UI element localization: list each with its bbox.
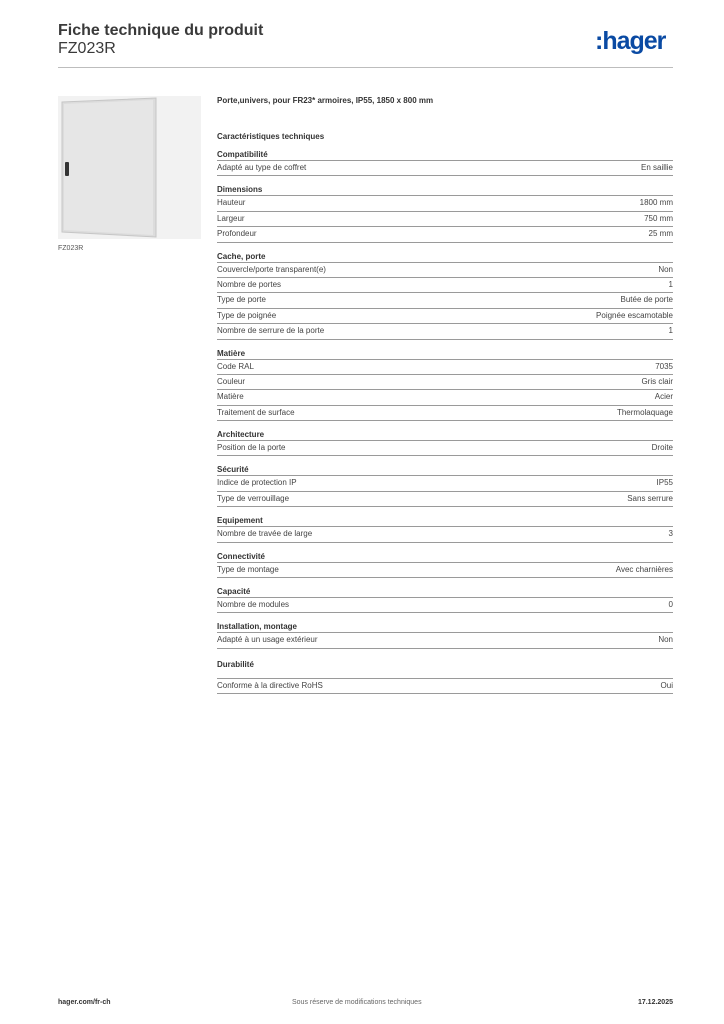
spec-label: Largeur <box>217 213 245 223</box>
spec-label: Type de verrouillage <box>217 493 290 503</box>
section-spacer <box>217 670 673 678</box>
section-title: Architecture <box>217 430 265 440</box>
spec-label: Type de poignée <box>217 310 277 320</box>
spec-value: Thermolaquage <box>616 407 673 417</box>
section-title: Compatibilité <box>217 150 268 159</box>
spec-row <box>217 277 673 292</box>
product-image <box>58 96 201 239</box>
spec-value: 25 mm <box>648 229 673 239</box>
spec-value: Gris clair <box>641 376 673 386</box>
spec-label: Traitement de surface <box>217 407 295 417</box>
spec-value: En saillie <box>640 163 673 172</box>
spec-row <box>217 359 673 374</box>
spec-row <box>217 526 673 541</box>
section-divider <box>217 542 673 543</box>
spec-label: Hauteur <box>217 198 246 208</box>
section-divider <box>217 648 673 649</box>
spec-panel <box>217 96 673 694</box>
spec-value: 1 <box>668 279 673 289</box>
spec-row <box>217 562 673 577</box>
spec-row <box>217 389 673 404</box>
spec-value: Droite <box>651 443 673 453</box>
spec-value: 1 <box>668 326 673 336</box>
spec-label: Nombre de modules <box>217 600 290 610</box>
spec-row <box>217 292 673 307</box>
section-divider <box>217 420 673 421</box>
section-divider <box>217 612 673 613</box>
image-caption: FZ023R <box>58 245 84 252</box>
section-divider <box>217 577 673 578</box>
spec-label: Adapté au type de coffret <box>217 163 307 172</box>
spec-value: 750 mm <box>644 213 673 223</box>
spec-heading: Caractéristiques techniques <box>217 132 325 141</box>
spec-label: Matière <box>217 392 244 402</box>
section-title: Cache, porte <box>217 251 266 261</box>
section-divider <box>217 339 673 340</box>
section-title: Installation, montage <box>217 622 298 632</box>
spec-label: Nombre de travée de large <box>217 529 313 539</box>
spec-label: Couvercle/porte transparent(e) <box>217 264 326 274</box>
spec-label: Nombre de serrure de la porte <box>217 326 325 336</box>
spec-value: Non <box>658 264 673 274</box>
spec-label: Type de porte <box>217 295 266 305</box>
header-divider <box>58 67 673 68</box>
spec-row <box>217 597 673 612</box>
door-handle-icon <box>65 162 69 176</box>
spec-label: Adapté à un usage extérieur <box>217 635 318 645</box>
section-divider <box>217 175 673 176</box>
spec-row <box>217 195 673 210</box>
spec-value: Acier <box>654 392 673 402</box>
hager-logo <box>595 26 675 56</box>
spec-label: Indice de protection IP <box>217 478 297 488</box>
spec-row <box>217 374 673 389</box>
spec-value: 1800 mm <box>639 198 673 208</box>
section-title: Durabilité <box>217 659 254 669</box>
spec-row <box>217 632 673 647</box>
spec-value: 0 <box>668 600 673 610</box>
spec-value: 7035 <box>655 361 673 371</box>
spec-row <box>217 226 673 241</box>
spec-value: Sans serrure <box>627 493 673 503</box>
spec-value: Oui <box>660 680 673 690</box>
svg-text::hager: :hager <box>595 27 666 55</box>
section-title: Matière <box>217 348 246 358</box>
footer-website[interactable]: hager.com/fr-ch <box>58 999 111 1006</box>
footer-date: 17.12.2025 <box>637 999 673 1006</box>
spec-value: Avec charnières <box>615 564 673 574</box>
spec-label: Position de la porte <box>217 443 286 453</box>
spec-label: Couleur <box>217 376 246 386</box>
section-title: Capacité <box>217 587 251 597</box>
spec-row <box>217 475 673 490</box>
section-divider <box>217 693 673 694</box>
spec-row <box>217 308 673 323</box>
spec-label: Type de montage <box>217 564 279 574</box>
product-code: FZ023R <box>58 40 116 57</box>
spec-row <box>217 678 673 693</box>
section-divider <box>217 242 673 243</box>
page-title: Fiche technique du produit <box>58 22 264 39</box>
spec-row <box>217 440 673 455</box>
spec-label: Conforme à la directive RoHS <box>217 680 323 690</box>
section-title: Sécurité <box>217 465 249 475</box>
section-title: Connectivité <box>217 551 266 561</box>
spec-label: Code RAL <box>217 361 254 371</box>
spec-row <box>217 323 673 338</box>
spec-value: IP55 <box>656 478 673 488</box>
spec-label: Profondeur <box>217 229 257 239</box>
section-title: Dimensions <box>217 185 263 195</box>
spec-label: Nombre de portes <box>217 279 282 289</box>
spec-value: Non <box>658 635 673 645</box>
spec-sections <box>217 150 673 694</box>
spec-value: Poignée escamotable <box>596 310 673 320</box>
spec-row <box>217 160 673 175</box>
spec-row <box>217 211 673 226</box>
spec-value: 3 <box>668 529 673 539</box>
product-description: Porte,univers, pour FR23* armoires, IP55, 1850 x 800 mm <box>217 96 434 105</box>
spec-value: Butée de porte <box>620 295 673 305</box>
spec-row <box>217 405 673 420</box>
section-title: Equipement <box>217 516 263 526</box>
footer-disclaimer: Sous réserve de modifications techniques <box>292 999 422 1006</box>
section-divider <box>217 455 673 456</box>
section-divider <box>217 506 673 507</box>
spec-row <box>217 491 673 506</box>
spec-row <box>217 262 673 277</box>
